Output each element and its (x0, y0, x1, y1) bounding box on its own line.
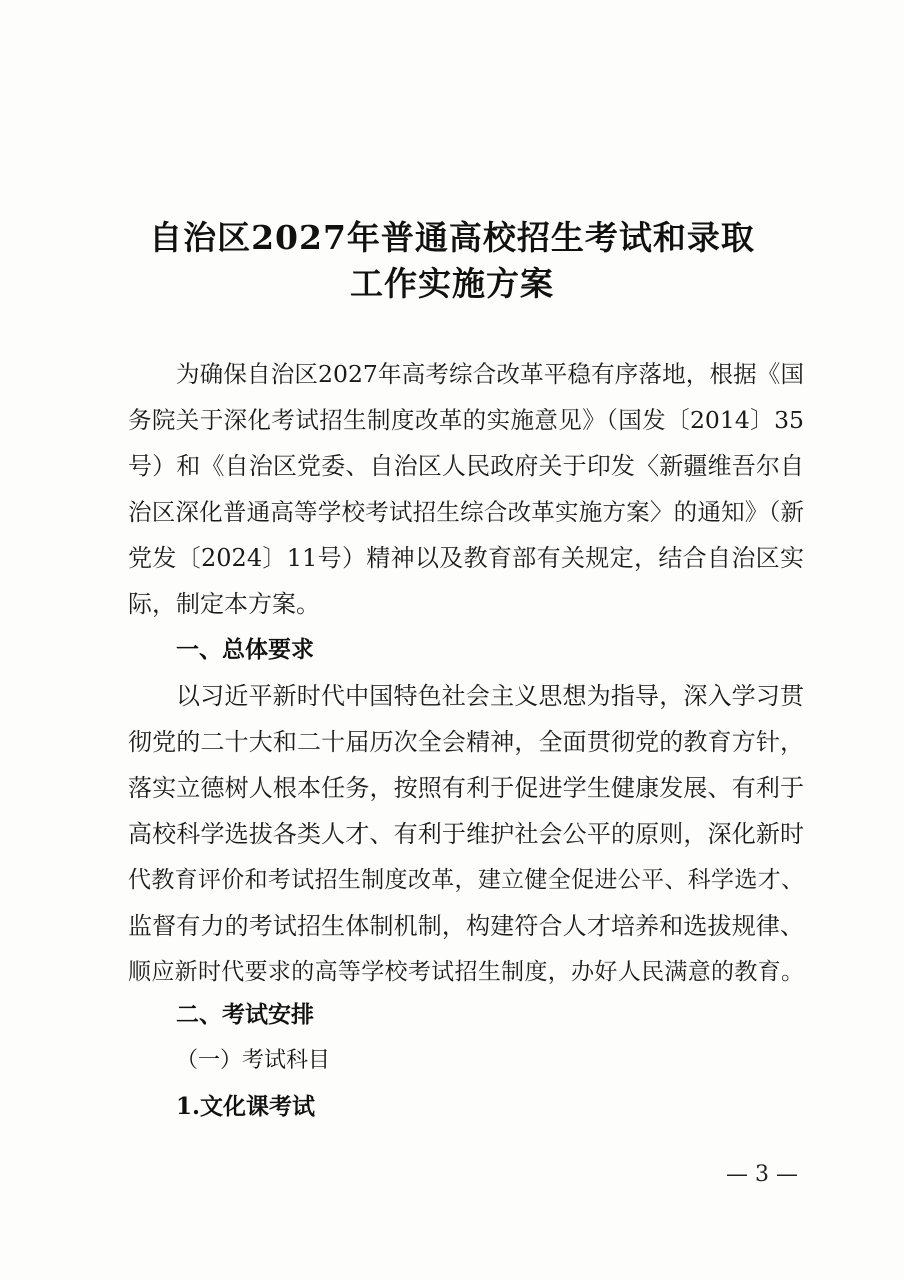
subsection-heading-exam-subjects: （一）考试科目 (176, 1048, 331, 1073)
intro-line-2: 务院关于深化考试招生制度改革的实施意见》（国发〔2014〕35 (128, 406, 804, 434)
intro-line-4: 治区深化普通高等学校考试招生综合改革实施方案〉的通知》（新 (128, 498, 804, 526)
section1-line-5: 代教育评价和考试招生制度改革，建立健全促进公平、科学选才、 (128, 867, 804, 893)
document-title-line-1: 自治区2027年普通高校招生考试和录取 (149, 218, 755, 257)
intro-line-6: 际，制定本方案。 (128, 590, 320, 618)
intro-line-5: 党发〔2024〕11号）精神以及教育部有关规定，结合自治区实 (128, 544, 804, 572)
page-number: — 3 — (726, 1162, 798, 1187)
section1-line-7: 顺应新时代要求的高等学校考试招生制度，办好人民满意的教育。 (128, 959, 804, 985)
section-heading-exam-arrangement: 二、考试安排 (176, 1002, 314, 1028)
intro-line-1: 为确保自治区2027年高考综合改革平稳有序落地，根据《国 (176, 360, 804, 388)
document-title-line-2: 工作实施方案 (350, 264, 554, 303)
section1-line-2: 彻党的二十大和二十届历次全会精神，全面贯彻党的教育方针， (128, 728, 804, 756)
item-heading-culture-exam: 1.文化课考试 (176, 1093, 316, 1120)
section1-line-1: 以习近平新时代中国特色社会主义思想为指导，深入学习贯 (176, 682, 804, 710)
section1-line-6: 监督有力的考试招生体制机制，构建符合人才培养和选拔规律、 (128, 912, 804, 940)
section1-line-4: 高校科学选拔各类人才、有利于维护社会公平的原则，深化新时 (128, 820, 804, 848)
section1-line-3: 落实立德树人根本任务，按照有利于促进学生健康发展、有利于 (128, 774, 804, 802)
intro-line-3: 号）和《自治区党委、自治区人民政府关于印发〈新疆维吾尔自 (128, 452, 804, 480)
section-heading-general-requirements: 一、总体要求 (176, 637, 314, 663)
